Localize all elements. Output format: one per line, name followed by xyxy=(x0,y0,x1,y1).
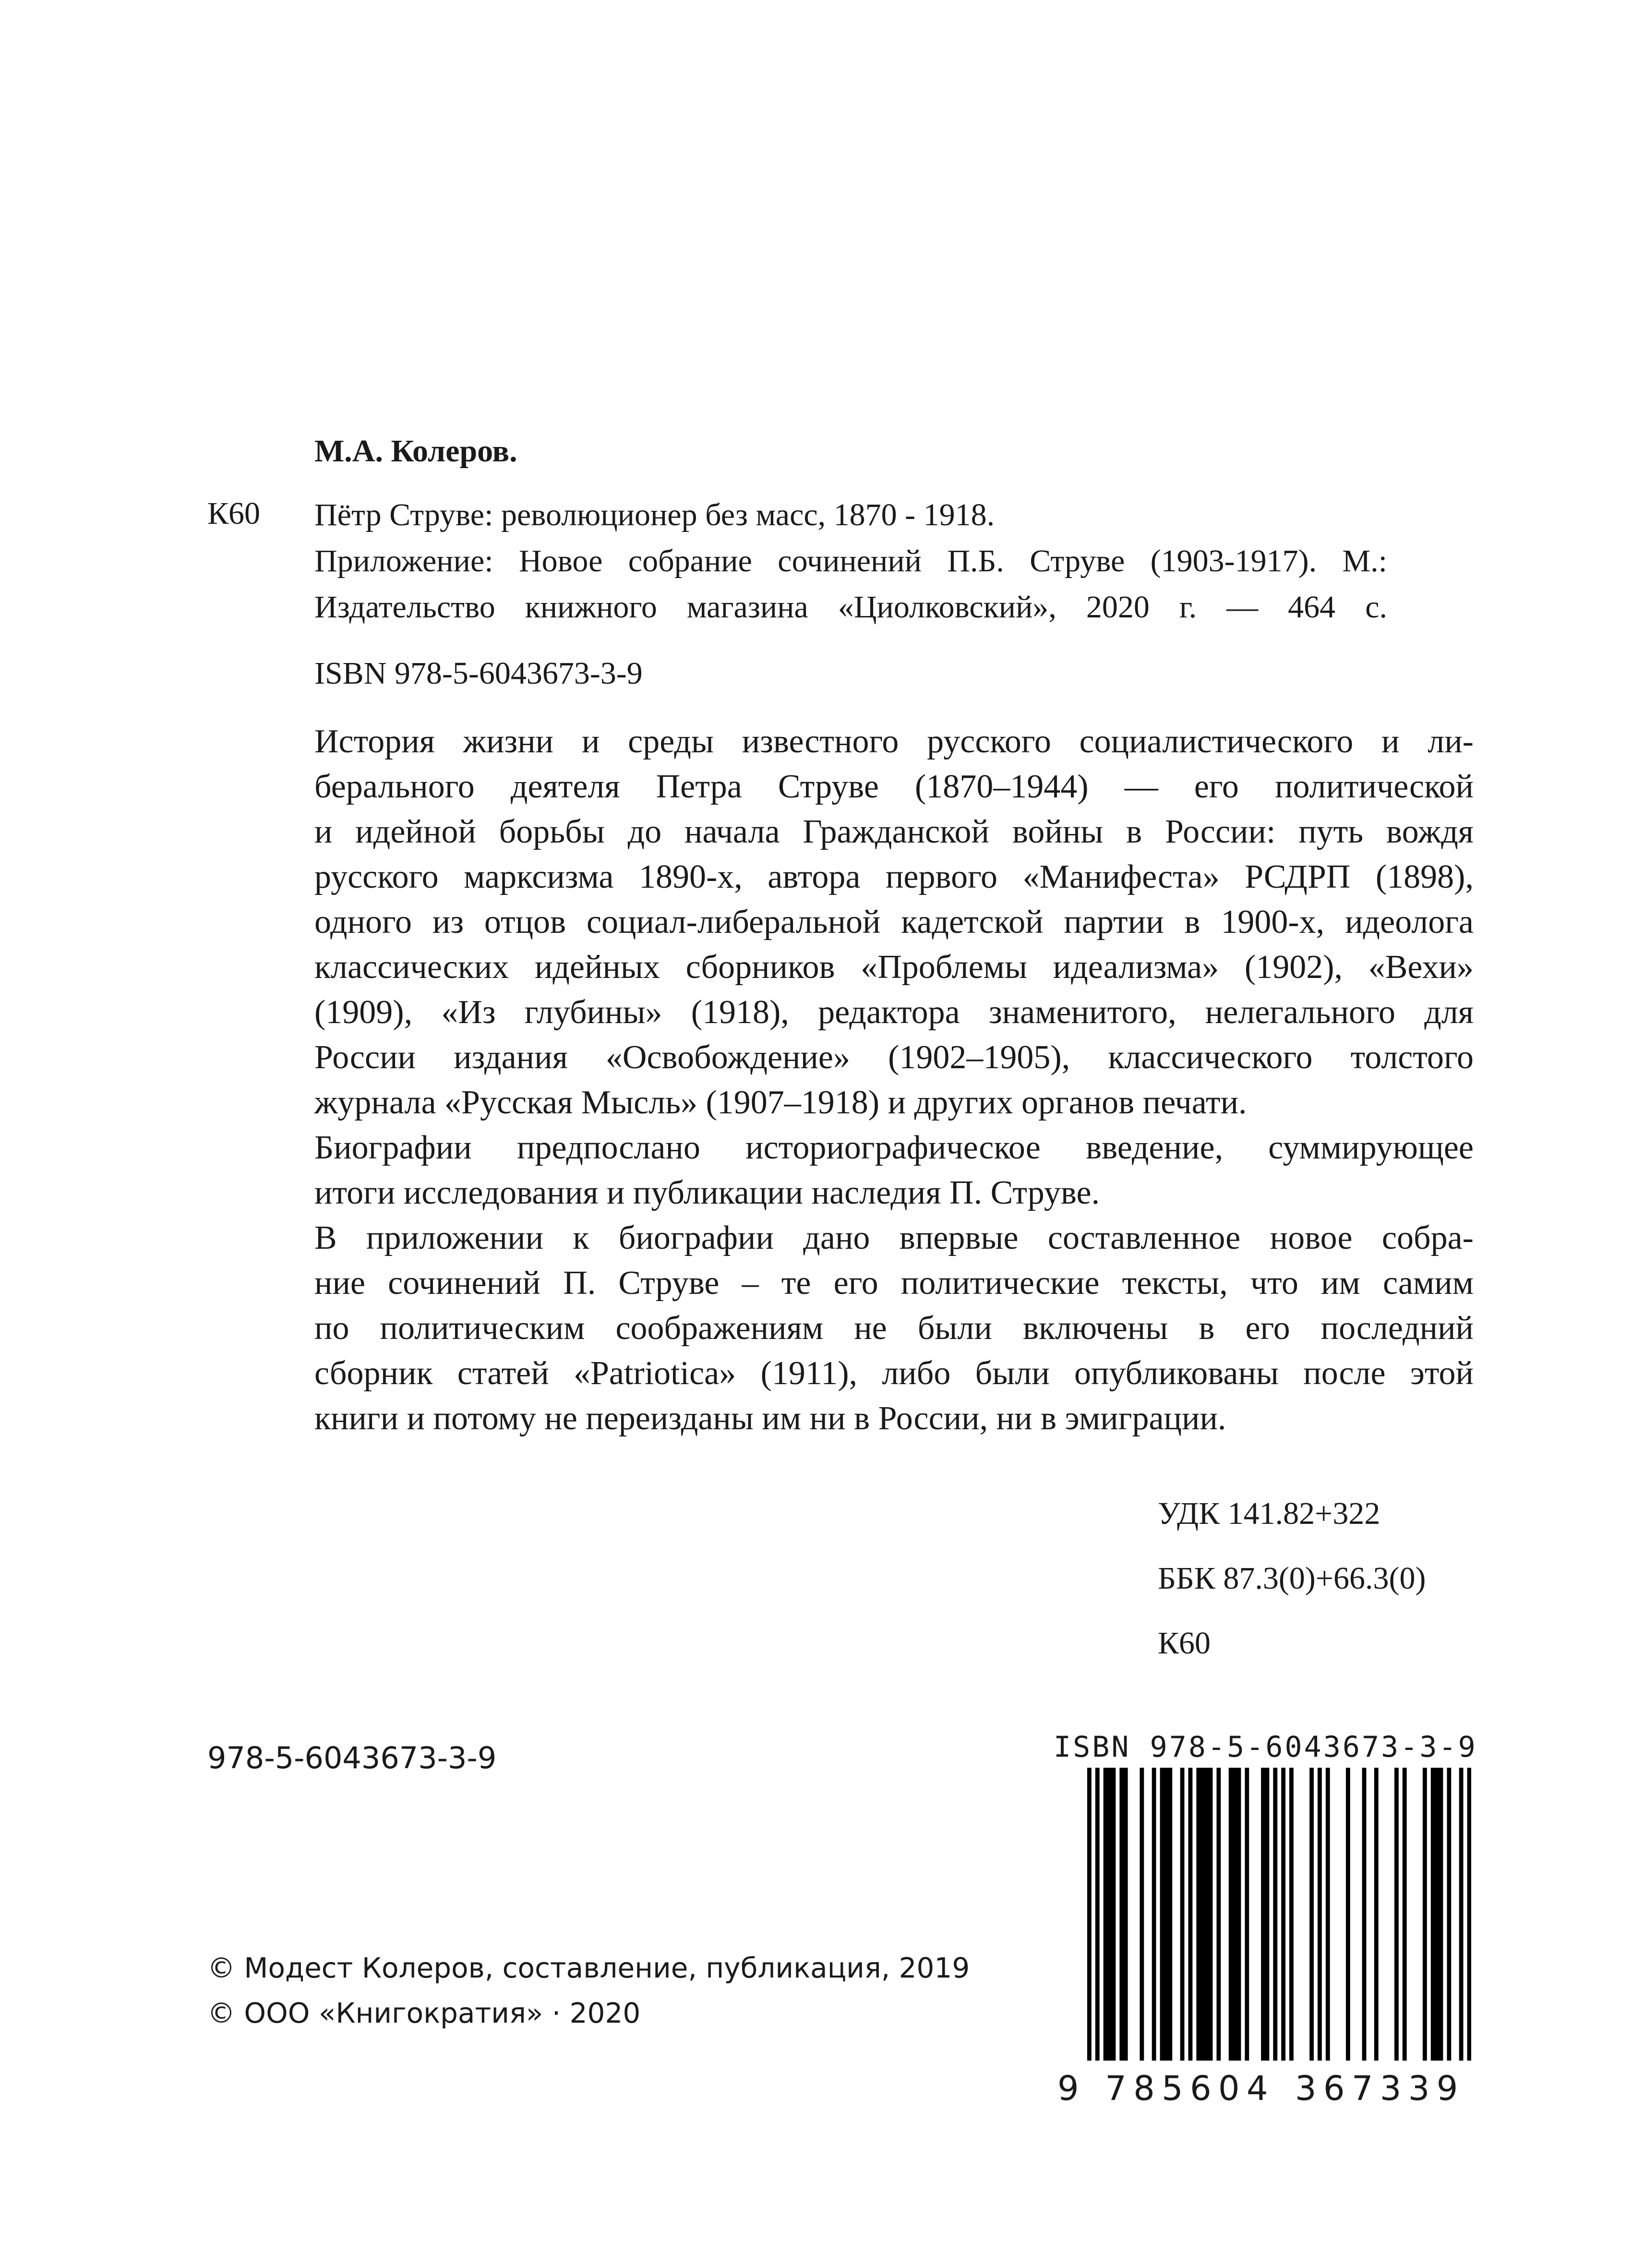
annotation-line: Биографии предпослано историографическое введение, суммирующее xyxy=(314,1129,1474,1166)
annotation-line: История жизни и среды известного русского социалистического и ли- xyxy=(314,723,1474,760)
barcode-bar xyxy=(1403,1768,1407,2061)
barcode-bar xyxy=(1273,1768,1277,2061)
annotation-line: русского марксизма 1890-х, автора первого «Манифеста» РСДРП (1898), xyxy=(314,858,1474,895)
author-mark: К60 xyxy=(1158,1626,1211,1661)
classification-block xyxy=(1158,1481,1426,1676)
barcode-bar xyxy=(1233,1768,1237,2061)
barcode-bar xyxy=(1281,1768,1285,2061)
annotation-line: по политическим соображениям не были включены в его последний xyxy=(314,1310,1474,1347)
annotation-line: В приложении к биографии дано впервые составленное новое собра- xyxy=(314,1219,1474,1256)
barcode-bar xyxy=(1374,1768,1379,2061)
barcode-bar xyxy=(1261,1768,1265,2061)
isbn-text: ISBN 978-5-6043673-3-9 xyxy=(314,656,643,691)
barcode-digit: 3 xyxy=(1408,2069,1430,2108)
barcode-bar xyxy=(1309,1768,1314,2061)
barcode-bar xyxy=(1265,1768,1270,2061)
annotation-line: книги и потому не переизданы им ни в России, ни в эмиграции. xyxy=(314,1400,1226,1437)
barcode-bar xyxy=(1326,1768,1330,2061)
bbk-code: ББК 87.3(0)+66.3(0) xyxy=(1158,1561,1426,1596)
barcode-bar xyxy=(1289,1768,1294,2061)
annotation-line: (1909), «Из глубины» (1918), редактора знаменитого, нелегального для xyxy=(314,994,1474,1031)
barcode-digit: 0 xyxy=(1218,2069,1240,2108)
copyright-line: © Модест Колеров, составление, публикация, 2019 xyxy=(207,1952,970,1984)
author-name: М.А. Колеров. xyxy=(314,434,517,469)
barcode-bar xyxy=(1467,1768,1471,2061)
barcode-bar xyxy=(1119,1768,1124,2061)
barcode-bar xyxy=(1112,1768,1116,2061)
barcode xyxy=(1054,1768,1471,2061)
annotation-line: итоги исследования и публикации наследия П. Струве. xyxy=(314,1174,1100,1211)
barcode-bar xyxy=(1459,1768,1464,2061)
barcode-bar xyxy=(1124,1768,1128,2061)
annotation-line: одного из отцов социал-либеральной кадетской партии в 1900-х, идеолога xyxy=(314,904,1474,941)
barcode-bar xyxy=(1346,1768,1350,2061)
barcode-bar xyxy=(1107,1768,1112,2061)
annotation xyxy=(314,719,1474,1441)
bibliography-title-line: Пётр Струве: революционер без масс, 1870 - 1918. xyxy=(314,497,995,532)
barcode-bar xyxy=(1439,1768,1443,2061)
barcode-isbn-label: ISBN 978-5-6043673-3-9 xyxy=(1054,1730,1477,1764)
barcode-bar xyxy=(1447,1768,1451,2061)
barcode-bar xyxy=(1237,1768,1241,2061)
annotation-line: и идейной борьбы до начала Гражданской войны в России: путь вождя xyxy=(314,813,1474,850)
barcode-bar xyxy=(1245,1768,1249,2061)
barcode-digit: 4 xyxy=(1247,2069,1268,2108)
barcode-bar xyxy=(1168,1768,1172,2061)
barcode-digit: 5 xyxy=(1162,2069,1183,2108)
barcode-bar xyxy=(1164,1768,1168,2061)
barcode-bar xyxy=(1095,1768,1100,2061)
barcode-bar xyxy=(1104,1768,1108,2061)
barcode-digit: 3 xyxy=(1380,2069,1402,2108)
barcode-digit: 3 xyxy=(1295,2069,1317,2108)
bibliographic-record xyxy=(314,492,1387,630)
barcode-bar xyxy=(1152,1768,1156,2061)
barcode-digit: 6 xyxy=(1323,2069,1345,2108)
barcode-bar xyxy=(1188,1768,1193,2061)
barcode-digit: 9 xyxy=(1057,2069,1079,2108)
barcode-bar xyxy=(1160,1768,1164,2061)
annotation-line: ние сочинений П. Струве – те его политические тексты, что им самим xyxy=(314,1265,1474,1302)
barcode-bar xyxy=(1180,1768,1185,2061)
copyright-block xyxy=(207,1945,970,2036)
barcode-bar xyxy=(1423,1768,1427,2061)
barcode-bar xyxy=(1229,1768,1233,2061)
barcode-bar xyxy=(1140,1768,1144,2061)
bibliography-appendix-line: Приложение: Новое собрание сочинений П.Б. Струве (1903-1917). М.: xyxy=(314,543,1387,579)
barcode-bar xyxy=(1204,1768,1209,2061)
bibliography-publisher-line: Издательство книжного магазина «Циолковский», 2020 г. — 464 с. xyxy=(314,590,1387,625)
barcode-digit: 7 xyxy=(1105,2069,1127,2108)
annotation-line: сборник статей «Patriotica» (1911), либо были опубликованы после этой xyxy=(314,1355,1474,1392)
barcode-bar xyxy=(1209,1768,1213,2061)
barcode-bar xyxy=(1087,1768,1092,2061)
annotation-line: России издания «Освобождение» (1902–1905), классического толстого xyxy=(314,1039,1474,1076)
annotation-line: классических идейных сборников «Проблемы идеализма» (1902), «Вехи» xyxy=(314,949,1474,986)
udk-code: УДК 141.82+322 xyxy=(1158,1496,1380,1531)
barcode-bar xyxy=(1196,1768,1200,2061)
author-code: К60 xyxy=(207,496,261,531)
isbn-number: 978-5-6043673-3-9 xyxy=(207,1740,497,1775)
barcode-bar xyxy=(1318,1768,1322,2061)
barcode-bar xyxy=(1362,1768,1367,2061)
annotation-line: журнала «Русская Мысль» (1907–1918) и других органов печати. xyxy=(314,1084,1247,1121)
barcode-bar xyxy=(1431,1768,1435,2061)
barcode-digit: 9 xyxy=(1436,2069,1458,2108)
annotation-line: берального деятеля Петра Струве (1870–1944) — его политической xyxy=(314,768,1474,805)
barcode-bar xyxy=(1435,1768,1439,2061)
barcode-digit: 7 xyxy=(1351,2069,1373,2108)
barcode-bar xyxy=(1394,1768,1399,2061)
barcode-bar xyxy=(1216,1768,1221,2061)
barcode-bar xyxy=(1200,1768,1205,2061)
barcode-digit: 8 xyxy=(1133,2069,1155,2108)
barcode-digit: 6 xyxy=(1190,2069,1212,2108)
copyright-line: © ООО «Книгократия» · 2020 xyxy=(207,1997,641,2029)
